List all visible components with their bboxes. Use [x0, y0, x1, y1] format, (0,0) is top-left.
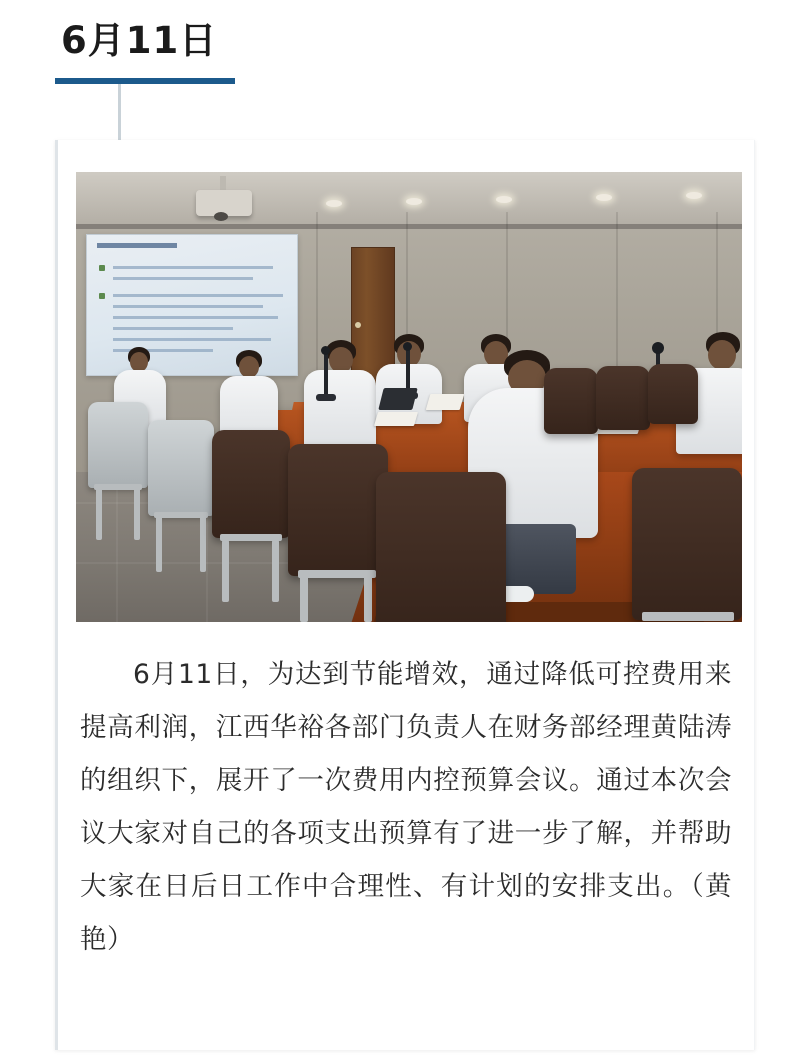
person-head [708, 340, 736, 370]
slide-text-line [113, 338, 271, 341]
person-legs [496, 524, 576, 594]
person-body [304, 370, 376, 454]
ceiling-light-icon [686, 192, 702, 199]
chair-leg [200, 516, 206, 572]
person-head [130, 352, 148, 372]
slide-text-line [113, 327, 233, 330]
microphone-head [403, 342, 412, 351]
slide-bullet [99, 265, 105, 271]
ceiling-light-icon [596, 194, 612, 201]
person-head [239, 356, 259, 378]
chair [288, 444, 388, 576]
door-knob [355, 322, 361, 328]
chair [88, 402, 148, 488]
timeline-connector [118, 84, 121, 146]
slide-text-line [113, 294, 283, 297]
ceiling-light-icon [326, 200, 342, 207]
laptop [378, 388, 417, 410]
slide-text-line [113, 316, 278, 319]
chair-leg [222, 540, 229, 602]
article-body-text: 6月11日，为达到节能增效，通过降低可控费用来提高利润，江西华裕各部门负责人在财务部经理黄陆涛的组织下，展开了一次费用内控预算会议。通过本次会议大家对自己的各项支出预算有了进一步了解，并帮助大家在日后日工作中合理性、有计划的安排支出。（黄艳） [80, 659, 732, 955]
slide-bullet [99, 293, 105, 299]
chair-leg [134, 488, 140, 540]
chair-leg [96, 488, 102, 540]
slide-text-line [113, 305, 263, 308]
paper-document [426, 394, 465, 410]
chair [596, 366, 650, 430]
projection-screen [86, 234, 298, 376]
microphone-head [652, 342, 664, 354]
page-title: 6月11日 [61, 19, 218, 62]
slide-text-line [113, 277, 253, 280]
chair-leg [156, 516, 162, 572]
chair [648, 364, 698, 424]
chair [544, 368, 598, 434]
chair-leg [642, 612, 734, 621]
projector-lens [214, 212, 228, 221]
slide-text-line [113, 266, 273, 269]
microphone-base [316, 394, 336, 401]
floor-line [116, 472, 118, 622]
chair [376, 472, 506, 622]
microphone-stem [406, 348, 410, 392]
title-underline [55, 78, 235, 84]
chair-leg [364, 576, 372, 622]
chair-leg [300, 576, 308, 622]
date-heading-block [55, 14, 235, 84]
slide-title-bar [97, 243, 177, 248]
chair [632, 468, 742, 620]
chair [148, 420, 214, 516]
microphone-head [321, 346, 330, 355]
ceiling-edge [76, 224, 742, 229]
chair [212, 430, 290, 538]
microphone-stem [324, 352, 328, 394]
paper-document [374, 412, 418, 426]
ceiling-light-icon [406, 198, 422, 205]
ceiling-light-icon [496, 196, 512, 203]
chair-leg [272, 540, 279, 602]
article-card [55, 140, 755, 1050]
conference-room-meeting-photo [76, 172, 742, 622]
